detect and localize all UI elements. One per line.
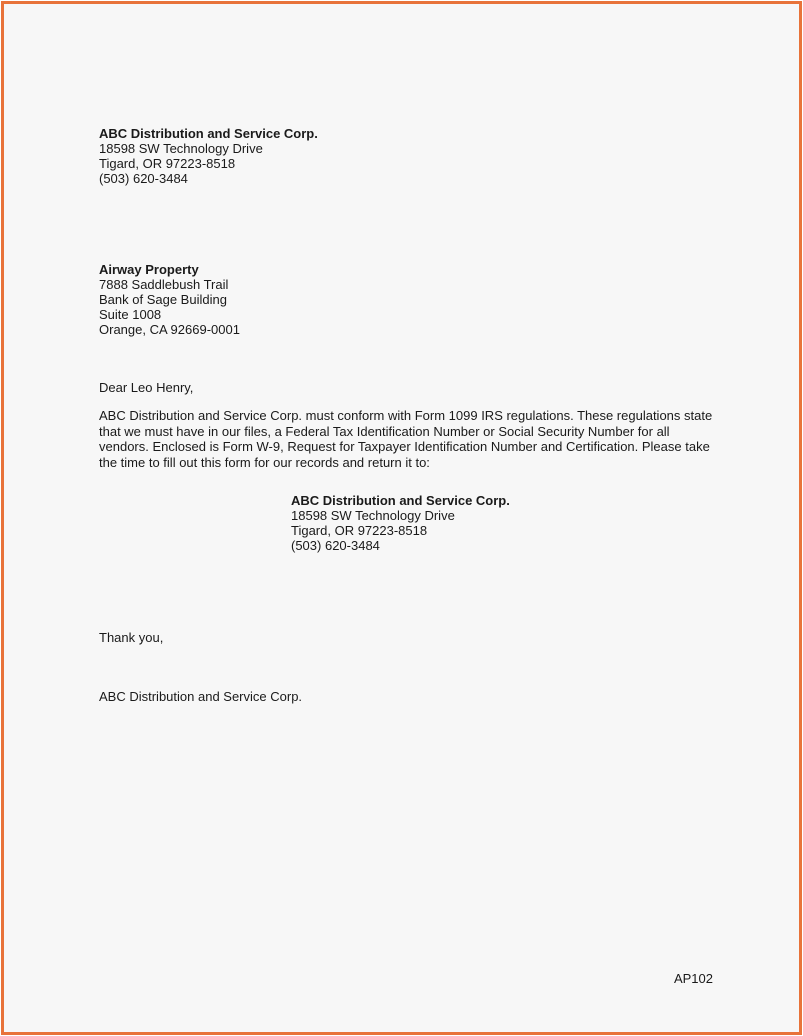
signature [99,689,302,704]
recipient-building: Bank of Sage Building [99,292,227,307]
body-line: vendors. Enclosed is Form W-9, Request for Taxpayer Identification Number and Certification. Please take [99,439,710,454]
salutation [99,380,193,395]
body-line: the time to fill out this form for our records and return it to: [99,454,430,470]
return-name: ABC Distribution and Service Corp. [291,493,510,508]
salutation-text: Dear Leo Henry, [99,380,194,395]
sender-address [99,126,318,186]
recipient-suite: Suite 1008 [99,307,162,322]
signature-text: ABC Distribution and Service Corp. [99,689,303,704]
return-address [291,493,510,553]
closing [99,630,163,645]
body-paragraph [99,408,729,470]
page-frame [1,1,802,1035]
sender-city-state-zip: Tigard, OR 97223-8518 [99,156,236,171]
sender-name: ABC Distribution and Service Corp. [99,126,318,141]
recipient-name: Airway Property [99,262,199,277]
sender-street: 18598 SW Technology Drive [99,141,263,156]
sender-phone: (503) 620-3484 [99,171,188,186]
return-phone: (503) 620-3484 [291,538,380,553]
recipient-street: 7888 Saddlebush Trail [99,277,229,292]
body-line: ABC Distribution and Service Corp. must conform with Form 1099 IRS regulations. These regulations state [99,408,713,423]
body-line: that we must have in our files, a Federal Tax Identification Number or Social Security Number for all [99,423,670,439]
return-city-state-zip: Tigard, OR 97223-8518 [291,523,428,538]
recipient-address [99,262,240,337]
return-street: 18598 SW Technology Drive [291,508,455,523]
closing-text: Thank you, [99,630,164,645]
recipient-city-state-zip: Orange, CA 92669-0001 [99,322,240,337]
form-code: AP102 [673,971,713,986]
